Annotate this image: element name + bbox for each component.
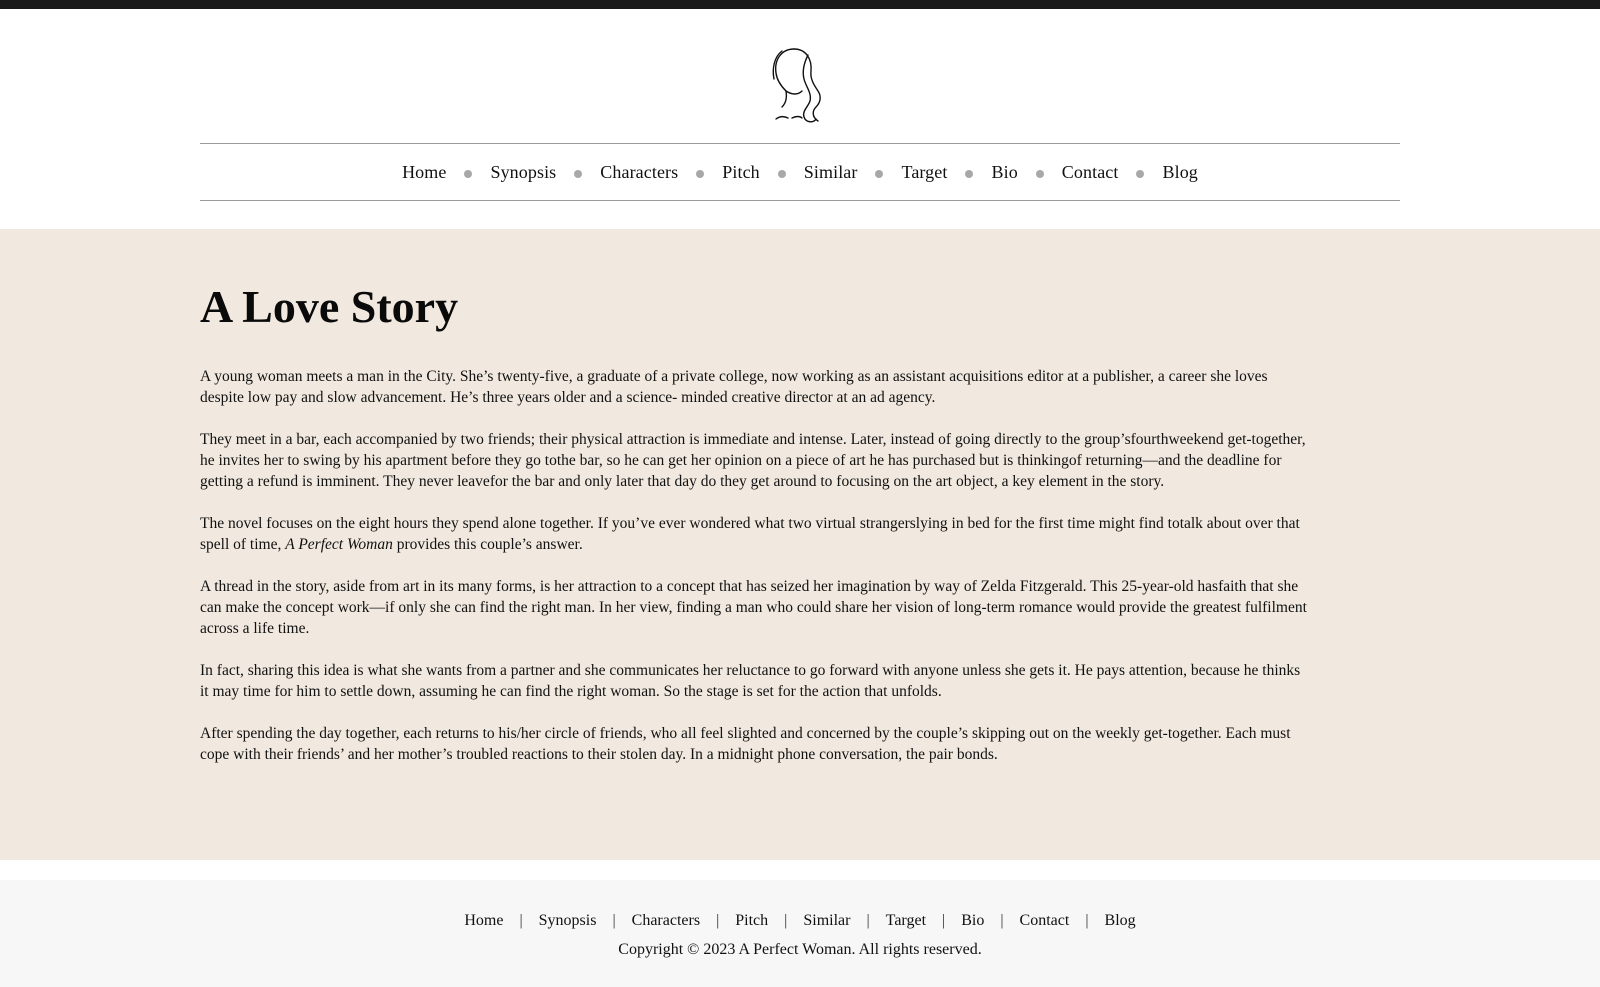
nav-dot <box>1036 170 1044 178</box>
footer-separator: | <box>942 912 946 929</box>
footer-link-home[interactable]: Home <box>464 912 504 929</box>
footer-link-characters[interactable]: Characters <box>631 912 701 929</box>
footer-separator: | <box>612 912 616 929</box>
footer-separator: | <box>1085 912 1089 929</box>
main-content <box>0 229 1600 860</box>
nav-item-contact[interactable]: Contact <box>1061 161 1119 182</box>
paragraph-text: provides this couple’s answer. <box>392 536 583 554</box>
nav-dot <box>574 170 582 178</box>
nav-dot <box>696 170 704 178</box>
footer-separator: | <box>1000 912 1004 929</box>
copyright-text: Copyright © 2023 A Perfect Woman. All rights reserved. <box>618 941 982 958</box>
footer-link-bio[interactable]: Bio <box>961 912 985 929</box>
story-paragraph: They meet in a bar, each accompanied by two friends; their physical attraction is immediate and intense. Later, instead of going directly to the group’sfourthweekend get-together, he invites her to swing by his apartment before they go tothe bar, so he can get her opinion on a piece of art he has purchased but is thinkingof returning—and the deadline for getting a refund is imminent. They never leavefor the bar and only later that day do they get around to focusing on the art object, a key element in the story. <box>200 431 1306 491</box>
story-paragraph: After spending the day together, each returns to his/her circle of friends, who all feel slighted and concerned by the couple’s skipping out on the weekly get-together. Each must cope with their friends’ and her mother’s troubled reactions to their stolen day. In a midnight phone conversation, the pair bonds. <box>200 725 1291 764</box>
page-title: A Love Story <box>200 281 459 332</box>
footer-separator: | <box>866 912 870 929</box>
story-paragraph: A young woman meets a man in the City. She’s twenty-five, a graduate of a private college, now working as an assistant acquisitions editor at a publisher, a career she loves despite low pay and slow advancement. He’s three years older and a science- minded creative director at an ad agency. <box>200 368 1268 407</box>
site-footer <box>0 880 1600 987</box>
nav-item-similar[interactable]: Similar <box>803 161 858 182</box>
footer-link-similar[interactable]: Similar <box>803 912 851 929</box>
footer-link-blog[interactable]: Blog <box>1104 912 1136 929</box>
footer-separator: | <box>519 912 523 929</box>
top-bar <box>0 0 1600 9</box>
woman-silhouette-icon[interactable] <box>768 45 828 125</box>
nav-dot <box>778 170 786 178</box>
footer-nav <box>0 912 1600 930</box>
nav-dot <box>1136 170 1144 178</box>
nav-item-characters[interactable]: Characters <box>600 161 679 182</box>
site-header <box>0 9 1600 225</box>
nav-item-bio[interactable]: Bio <box>991 161 1018 182</box>
nav-item-synopsis[interactable]: Synopsis <box>490 161 557 182</box>
nav-dot <box>965 170 973 178</box>
nav-item-blog[interactable]: Blog <box>1162 161 1198 182</box>
nav-dot <box>464 170 472 178</box>
footer-link-pitch[interactable]: Pitch <box>735 912 769 929</box>
nav-dot <box>875 170 883 178</box>
footer-link-synopsis[interactable]: Synopsis <box>538 912 597 929</box>
paragraph-text: The novel focuses on the eight hours they spend alone together. If you’ve ever wondered what two virtual strangerslying in bed for the first time might find totalk about over that spell of time, <box>200 515 1300 554</box>
nav-item-target[interactable]: Target <box>901 161 948 182</box>
story-paragraph: In fact, sharing this idea is what she wants from a partner and she communicates her reluctance to go forward with anyone unless she gets it. He pays attention, because he thinks it may time for him to settle down, assuming he can find the right woman. So the stage is set for the action that unfolds. <box>200 662 1301 701</box>
footer-separator: | <box>716 912 720 929</box>
main-nav <box>200 143 1400 201</box>
footer-link-contact[interactable]: Contact <box>1019 912 1070 929</box>
book-title: A Perfect Woman <box>285 536 393 554</box>
story-paragraph <box>200 513 1310 555</box>
nav-item-pitch[interactable]: Pitch <box>722 161 760 182</box>
footer-link-target[interactable]: Target <box>885 912 927 929</box>
footer-separator: | <box>784 912 788 929</box>
nav-item-home[interactable]: Home <box>402 161 447 182</box>
article <box>200 279 1310 765</box>
story-paragraph: A thread in the story, aside from art in its many forms, is her attraction to a concept that has seized her imagination by way of Zelda Fitzgerald. This 25-year-old hasfaith that she can make the concept work—if only she can find the right man. In her view, finding a man who could share her vision of long-term romance would provide the greatest fulfilment across a life time. <box>200 578 1307 638</box>
